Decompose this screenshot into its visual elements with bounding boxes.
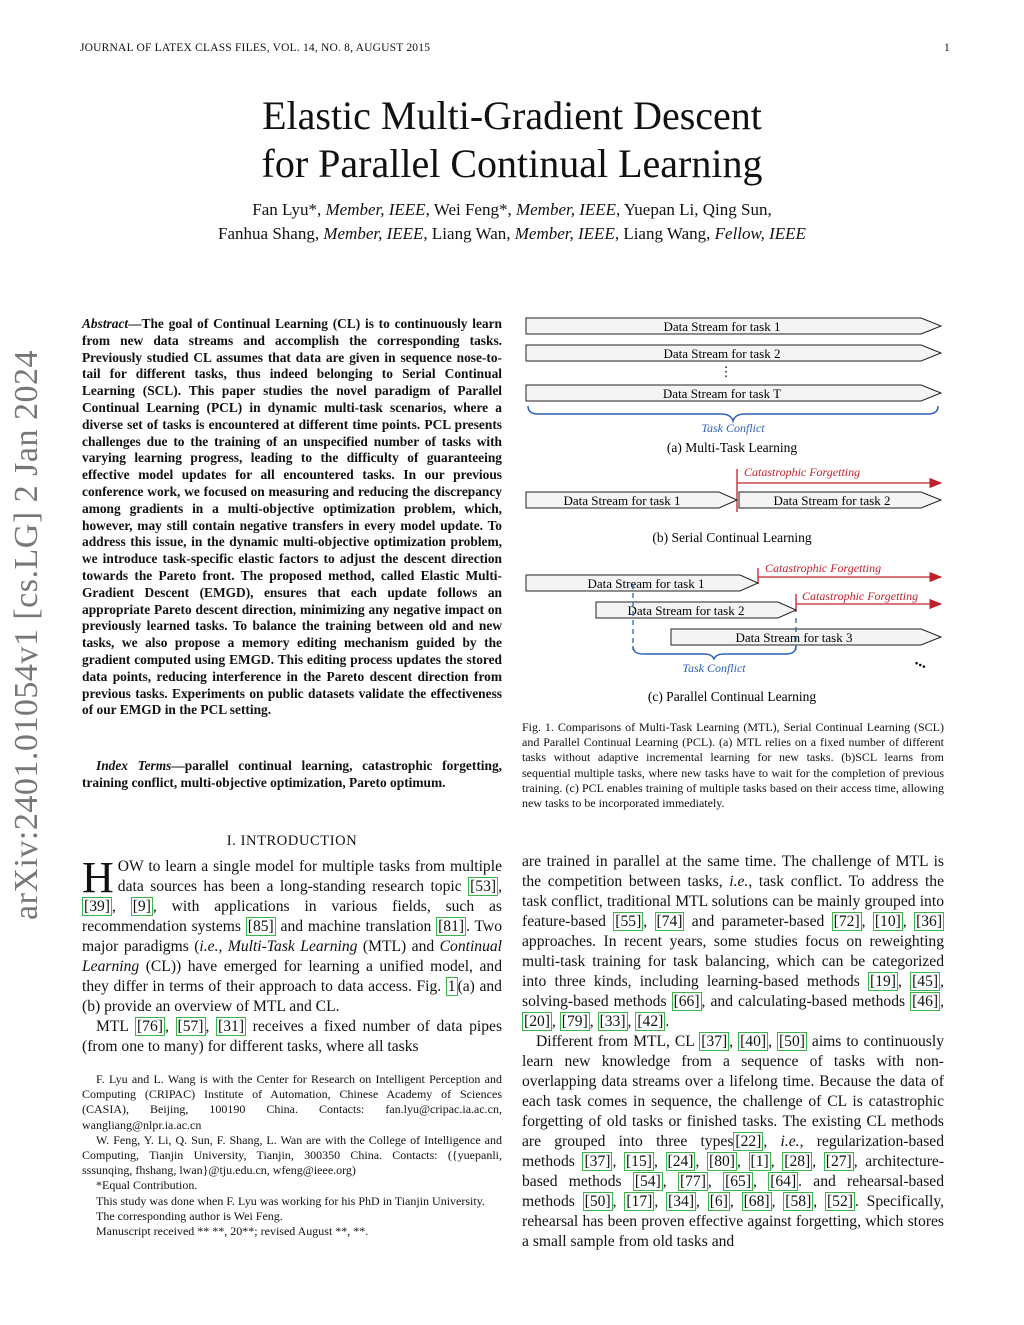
author-membership: Member, IEEE bbox=[514, 224, 615, 243]
citation-link[interactable]: [40] bbox=[740, 1033, 767, 1050]
citation-link[interactable]: [15] bbox=[625, 1153, 652, 1170]
citation-link[interactable]: [65] bbox=[725, 1173, 752, 1190]
citation-link[interactable]: [36] bbox=[916, 913, 943, 930]
panel-a-caption: (a) Multi-Task Learning bbox=[666, 440, 798, 455]
running-header bbox=[80, 42, 950, 54]
footnotes bbox=[82, 1072, 502, 1239]
citation-link[interactable]: [57] bbox=[177, 1018, 204, 1035]
stream-c1-label: Data Stream for task 1 bbox=[587, 576, 705, 591]
citation-link[interactable]: [10] bbox=[874, 913, 901, 930]
author-name: , Wei Feng*, bbox=[425, 200, 516, 219]
right-paragraph-1: are trained in parallel at the same time. The challenge of MTL is the competition between tasks, i.e., task conflict. To address the task conflict, traditional MTL solutions can be mainly grouped into feature-based [55] , [74] and parameter-based [72] , [10] , [36] approaches. In recent years, some studies focus on reweighting multi-task training for task balancing, which can be categorized into three kinds, including learning-based methods [19] , [45] , solving-based methods [66] , and calculating-based methods [46] , [20] , [79] , [33] , [42] . bbox=[522, 853, 944, 1030]
figure-1 bbox=[516, 306, 950, 712]
citation-link[interactable]: [55] bbox=[615, 913, 642, 930]
citation-link[interactable]: [50] bbox=[584, 1193, 611, 1210]
intro-p1-text: OW to learn a single model for multiple tasks from multiple data sources has been a long-standing research topic [53] , [39] , [9] , with applications in various fields, such as recommendation systems [85] and machine translation [81] . Two major paradigms (i.e., Multi-Task Learning (MTL) and Continual Learning (CL)) have emerged for learning a unified model, and they differ in terms of their approach to data access. Fig. 1 (a) and (b) provide an overview of MTL and CL. bbox=[82, 858, 503, 1015]
right-paragraph-2: Different from MTL, CL [37] , [40] , [50] aims to continuously learn new knowledge from a sequence of tasks with non-overlapping data streams over a lifelong time. Because the data of each task comes in sequence, the challenge of CL is catastrophic forgetting of old tasks or finished tasks. The existing CL methods are grouped into three types [22] , i.e., regularization-based methods [37] , [15] , [24] , [80] , [1] , [28] , [27] , architecture-based methods [54] , [77] , [65] , [64] . and rehearsal-based methods [50] , [17] , [34] , [6] , [68] , [58] , [52] . Specifically, rehearsal has been proven effective against forgetting, which stores a small sample from old tasks and bbox=[522, 1033, 945, 1250]
intro-paragraph-2: MTL [76] , [57] , [31] receives a fixed number of data pipes (from one to many) for different tasks, where all tasks bbox=[82, 1018, 503, 1055]
citation-link[interactable]: [54] bbox=[634, 1173, 661, 1190]
section-heading: I. INTRODUCTION bbox=[226, 833, 358, 849]
stream-c2-label: Data Stream for task 2 bbox=[627, 603, 745, 618]
citation-link[interactable]: 1 bbox=[447, 978, 456, 995]
author-membership: Member, IEEE bbox=[323, 224, 424, 243]
citation-link[interactable]: [52] bbox=[826, 1193, 853, 1210]
stream-c3-label: Data Stream for task 3 bbox=[735, 630, 853, 645]
journal-name: JOURNAL OF LATEX CLASS FILES, VOL. 14, NO. 8, AUGUST 2015 bbox=[80, 42, 431, 54]
author-name: , Yuepan Li, Qing Sun, bbox=[616, 200, 772, 219]
citation-link[interactable]: [76] bbox=[136, 1018, 163, 1035]
stream-a3-label: Data Stream for task T bbox=[662, 386, 782, 401]
citation-link[interactable]: [37] bbox=[701, 1033, 728, 1050]
stream-a2-label: Data Stream for task 2 bbox=[663, 346, 781, 361]
paper-title bbox=[0, 92, 1024, 188]
stream-a1-label: Data Stream for task 1 bbox=[663, 319, 781, 334]
index-terms-label: Index Terms bbox=[96, 758, 172, 773]
abstract-text: —The goal of Continual Learning (CL) is to continuously learn from new data streams and accomplish the corresponding tasks. Previously studied CL assumes that data are given in sequence nose-to-tail for different tasks, thus indeed belonging to Serial Continual Learning (SCL). This paper studies the novel paradigm of Parallel Continual Learning (PCL) in dynamic multi-task scenarios, where a diverse set of tasks is encountered at different time points. PCL presents challenges due to the training of an unspecified number of tasks with varying learning progress, leading to the difficulty of guaranteeing effective model updates for all encountered tasks. In our previous conference work, we focused on measuring and reducing the discrepancy among gradients in a multi-objective optimization problem, which, however, may still contain negative transfers in every model update. To address this issue, in the dynamic multi-objective optimization problem, we introduce task-specific elastic factors to adjust the descent direction towards the Pareto front. The proposed method, called Elastic Multi-Gradient Descent (EMGD), ensures that each update follows an appropriate Pareto descent direction, minimizing any negative impact on previously learned tasks. To balance the training between old and new tasks, we also propose a memory editing mechanism guided by the gradient computed using EMGD. This editing process updates the stored data points, reducing interference in the Pareto descent direction from previous tasks. Experiments on public datasets validate the effectiveness of our EMGD in the PCL setting. bbox=[82, 316, 502, 718]
citation-link[interactable]: [1] bbox=[750, 1153, 769, 1170]
author-name: , Liang Wang, bbox=[614, 224, 715, 243]
citation-link[interactable]: [85] bbox=[247, 918, 274, 935]
title-line-1: Elastic Multi-Gradient Descent bbox=[262, 93, 762, 138]
more-tasks-dots: ... bbox=[912, 651, 931, 673]
citation-link[interactable]: [81] bbox=[438, 918, 465, 935]
citation-link[interactable]: [50] bbox=[778, 1033, 805, 1050]
stream-b1-label: Data Stream for task 1 bbox=[563, 493, 681, 508]
citation-link[interactable]: [42] bbox=[637, 1013, 664, 1030]
citation-link[interactable]: [53] bbox=[470, 878, 497, 895]
citation-link[interactable]: [22] bbox=[735, 1133, 762, 1150]
footnote: F. Lyu and L. Wang is with the Center for Research on Intelligent Perception and Computing (CRIPAC) Institute of Automation, Chinese Academy of Sciences (CASIA), Beijing, 100190 China. Contacts: fan.lyu@cripac.ia.ac.cn, wangliang@nlpr.ia.ac.cn bbox=[82, 1072, 502, 1132]
task-conflict-label-a: Task Conflict bbox=[701, 421, 765, 435]
footnote: Manuscript received ** **, 20**; revised August **, **. bbox=[96, 1224, 369, 1239]
stream-dots: ⋮ bbox=[719, 364, 733, 379]
citation-link[interactable]: [79] bbox=[561, 1013, 588, 1030]
author-membership: Member, IEEE bbox=[325, 200, 426, 219]
author-name: , Liang Wan, bbox=[423, 224, 515, 243]
task-conflict-brace-c bbox=[633, 646, 796, 659]
author-membership: Fellow, IEEE bbox=[714, 224, 806, 243]
author-line-1 bbox=[0, 198, 1024, 222]
panel-a bbox=[526, 318, 941, 455]
task-conflict-label-c: Task Conflict bbox=[682, 661, 746, 675]
citation-link[interactable]: [37] bbox=[584, 1153, 611, 1170]
forgetting-label-c1: Catastrophic Forgetting bbox=[765, 561, 882, 575]
citation-link[interactable]: [64] bbox=[770, 1173, 797, 1190]
citation-link[interactable]: [24] bbox=[667, 1153, 694, 1170]
forgetting-label-c2: Catastrophic Forgetting bbox=[802, 589, 919, 603]
citation-link[interactable]: [28] bbox=[784, 1153, 811, 1170]
task-conflict-brace bbox=[528, 406, 938, 421]
intro-left-column bbox=[82, 853, 503, 1057]
citation-link[interactable]: [9] bbox=[132, 898, 151, 915]
citation-link[interactable]: [33] bbox=[599, 1013, 626, 1030]
figure-caption: Fig. 1. Comparisons of Multi-Task Learning (MTL), Serial Continual Learning (SCL) and Parallel Continual Learning (PCL). (a) MTL relies on a fixed number of different tasks without adaptive incremental learning for new tasks. (b)SCL learns from sequential multiple tasks, where new tasks have to wait for the completion of previous training. (c) PCL enables training of multiple tasks based on their access time, allowing new tasks to be incorporated immediately. bbox=[522, 720, 944, 811]
author-name: Fanhua Shang, bbox=[218, 224, 324, 243]
citation-link[interactable]: [68] bbox=[743, 1193, 770, 1210]
author-name: Fan Lyu*, bbox=[252, 200, 326, 219]
panel-b-caption: (b) Serial Continual Learning bbox=[652, 530, 812, 545]
abstract-label: Abstract bbox=[82, 316, 129, 331]
intro-paragraph-1 bbox=[82, 853, 503, 1017]
citation-link[interactable]: [17] bbox=[626, 1193, 653, 1210]
citation-link[interactable]: [39] bbox=[84, 898, 110, 915]
drop-cap: H bbox=[82, 853, 114, 902]
citation-link[interactable]: [20] bbox=[524, 1013, 550, 1030]
panel-b bbox=[526, 465, 941, 545]
footnote: *Equal Contribution. bbox=[96, 1178, 198, 1193]
page-number: 1 bbox=[944, 42, 950, 54]
index-terms-text: —parallel continual learning, catastrophic forgetting, training conflict, multi-objective optimization, Pareto optimum. bbox=[82, 758, 502, 790]
citation-link[interactable]: [74] bbox=[656, 913, 683, 930]
abstract bbox=[82, 316, 502, 719]
citation-link[interactable]: [80] bbox=[709, 1153, 735, 1170]
citation-link[interactable]: [19] bbox=[870, 973, 896, 990]
footnote: This study was done when F. Lyu was working for his PhD in Tianjin University. bbox=[96, 1193, 485, 1208]
arxiv-stamp: arXiv:2401.01054v1 [cs.LG] 2 Jan 2024 bbox=[8, 350, 45, 920]
citation-link[interactable]: [46] bbox=[912, 993, 939, 1010]
footnote: W. Feng, Y. Li, Q. Sun, F. Shang, L. Wan are with the College of Intelligence and Computing, Tianjin University, Tianjin, 300350 China. Contacts: ({yuepanli, sssunqing, fhshang, lwan}@tju.edu.cn, wfeng@ieee.org) bbox=[82, 1132, 502, 1178]
panel-c bbox=[526, 561, 941, 704]
panel-c-caption: (c) Parallel Continual Learning bbox=[647, 689, 817, 704]
author-list bbox=[0, 198, 1024, 246]
stream-b2-label: Data Stream for task 2 bbox=[773, 493, 891, 508]
author-line-2 bbox=[0, 222, 1024, 246]
footnote: The corresponding author is Wei Feng. bbox=[96, 1208, 283, 1223]
citation-link[interactable]: [34] bbox=[668, 1193, 695, 1210]
citation-link[interactable]: [45] bbox=[912, 973, 939, 990]
author-membership: Member, IEEE bbox=[515, 200, 617, 219]
title-line-2: for Parallel Continual Learning bbox=[261, 141, 763, 186]
forgetting-label-b: Catastrophic Forgetting bbox=[744, 465, 861, 479]
right-column-text bbox=[522, 852, 944, 1252]
citation-link[interactable]: [72] bbox=[833, 913, 860, 930]
citation-link[interactable]: [31] bbox=[218, 1018, 245, 1035]
citation-link[interactable]: [27] bbox=[825, 1153, 852, 1170]
index-terms bbox=[82, 758, 502, 792]
citation-link[interactable]: [58] bbox=[785, 1193, 812, 1210]
citation-link[interactable]: [66] bbox=[673, 993, 700, 1010]
citation-link[interactable]: [6] bbox=[709, 1193, 728, 1210]
citation-link[interactable]: [77] bbox=[679, 1173, 706, 1190]
